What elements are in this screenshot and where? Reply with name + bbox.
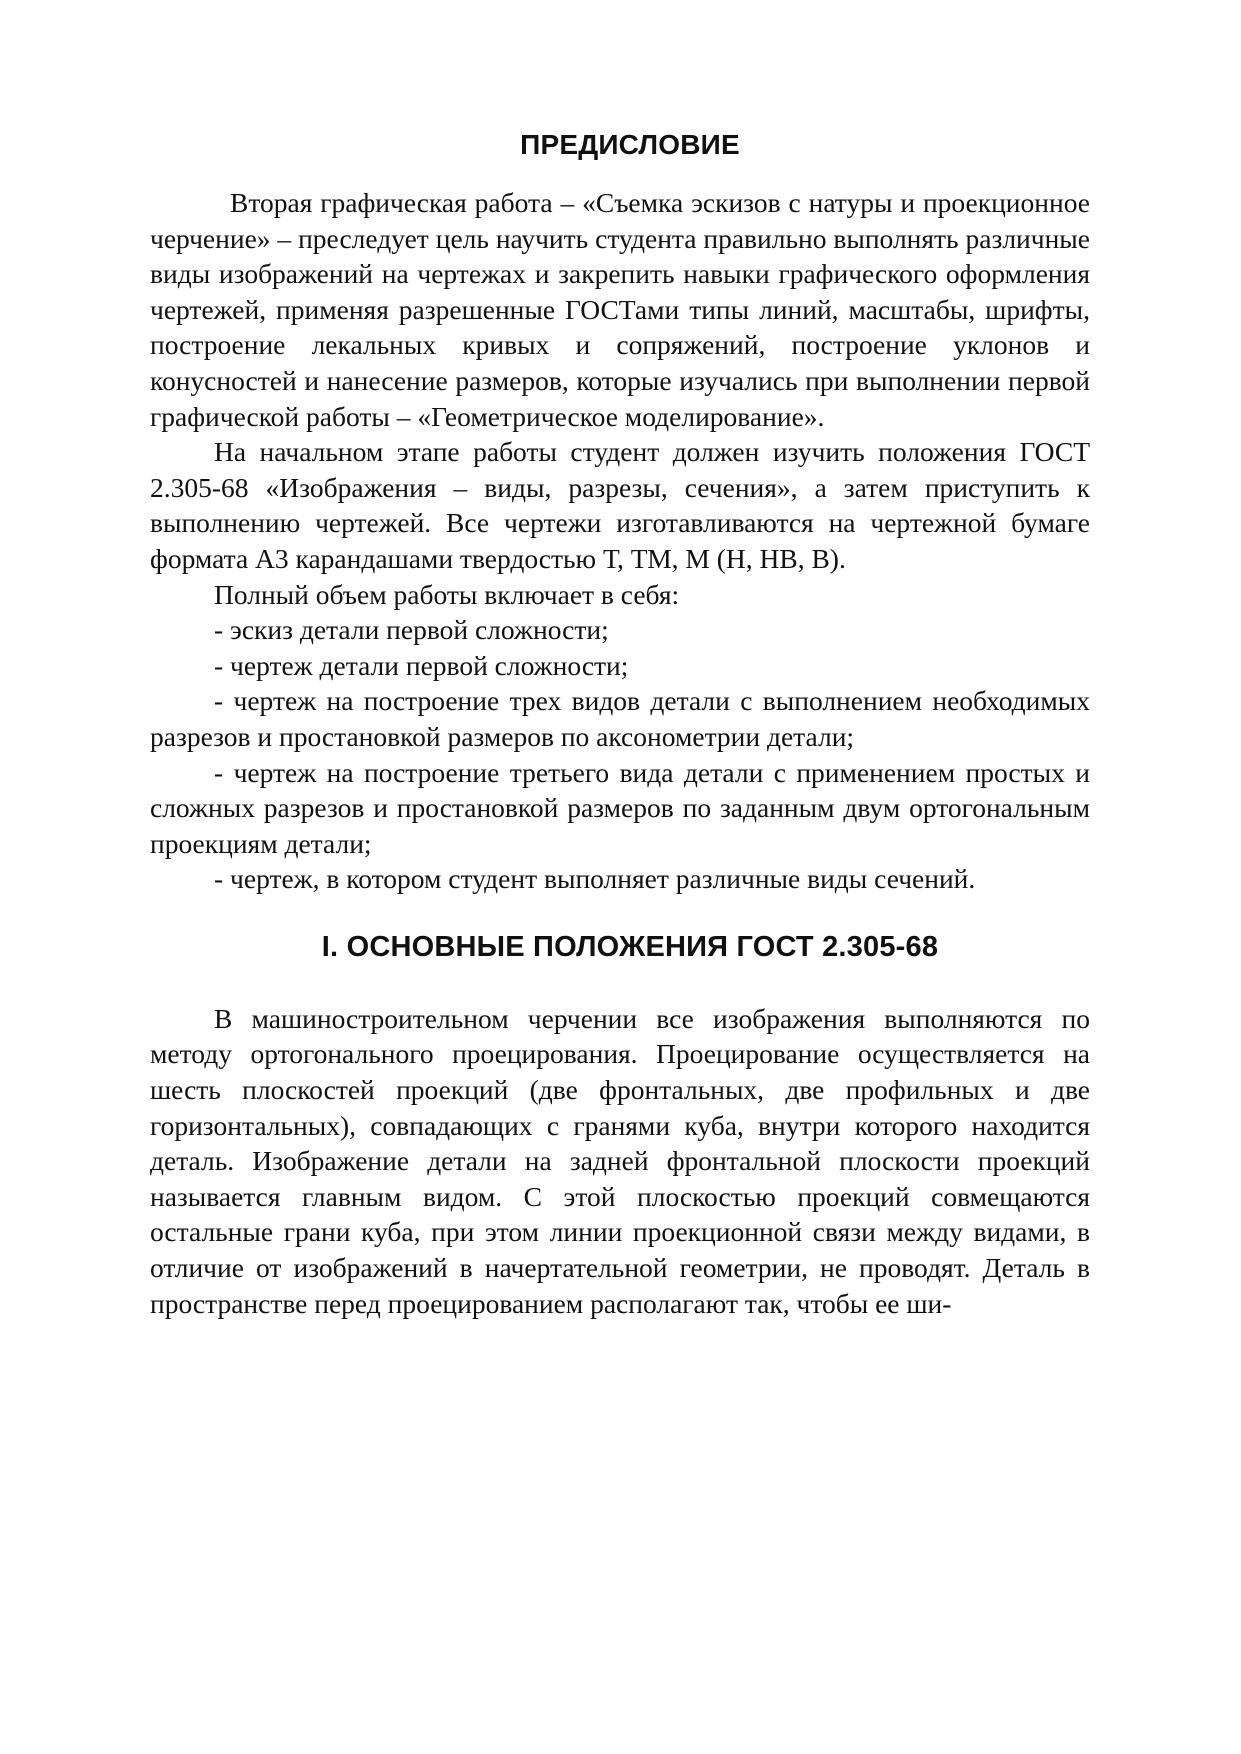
- preface-title: ПРЕДИСЛОВИЕ: [520, 129, 740, 160]
- page-content: [150, 125, 1090, 1321]
- preface-paragraph-3: Полный объем работы включает в себя:: [214, 578, 680, 610]
- list-item: - чертеж детали первой сложности;: [214, 649, 629, 681]
- list-item: - чертеж на построение третьего вида детали с применением простых и сложных разрезов и простановкой размеров по заданным двум ортогональным проекциям детали;: [150, 756, 1090, 859]
- list-item: - эскиз детали первой сложности;: [214, 614, 609, 646]
- preface-paragraph-1: Вторая графическая работа – «Съемка эскизов с натуры и проекционное черчение» – преследует цель научить студента правильно выполнять различные виды изображений на чертежах и закрепить навыки графического оформления чертежей, применяя разрешенные ГОСТами типы линий, масштабы, шрифты, построение лекальных кривых и сопряжений, построение уклонов и конусностей и нанесение размеров, которые изучались при выполнении первой графической работы – «Геометрическое моделирование».: [150, 187, 1090, 432]
- section-paragraph: В машиностроительном черчении все изображения выполняются по методу ортогонального проецирования. Проецирование осуществляется на шесть плоскостей проекций (две фронтальных, две профильных и две горизонтальных), совпадающих с гранями куба, внутри которого находится деталь. Изображение детали на задней фронтальной плоскости проекций называется главным видом. С этой плоскостью проекций совмещаются остальные грани куба, при этом линии проекционной связи между видами, в отличие от изображений в начертательной геометрии, не проводят. Деталь в пространстве перед проецированием располагают так, чтобы ее ши-: [150, 1002, 1090, 1319]
- list-item: - чертеж на построение трех видов детали с выполнением необходимых разрезов и простановкой размеров по аксонометрии детали;: [150, 685, 1090, 752]
- section-title: I. ОСНОВНЫЕ ПОЛОЖЕНИЯ ГОСТ 2.305-68: [321, 930, 939, 963]
- preface-paragraph-2: На начальном этапе работы студент должен изучить положения ГОСТ 2.305-68 «Изображения – виды, разрезы, сечения», а затем приступить к выполнению чертежей. Все чертежи изготавливаются на чертежной бумаге формата А3 карандашами твердостью Т, ТМ, М (Н, НВ, В).: [150, 436, 1090, 574]
- list-item: - чертеж, в котором студент выполняет различные виды сечений.: [214, 863, 976, 895]
